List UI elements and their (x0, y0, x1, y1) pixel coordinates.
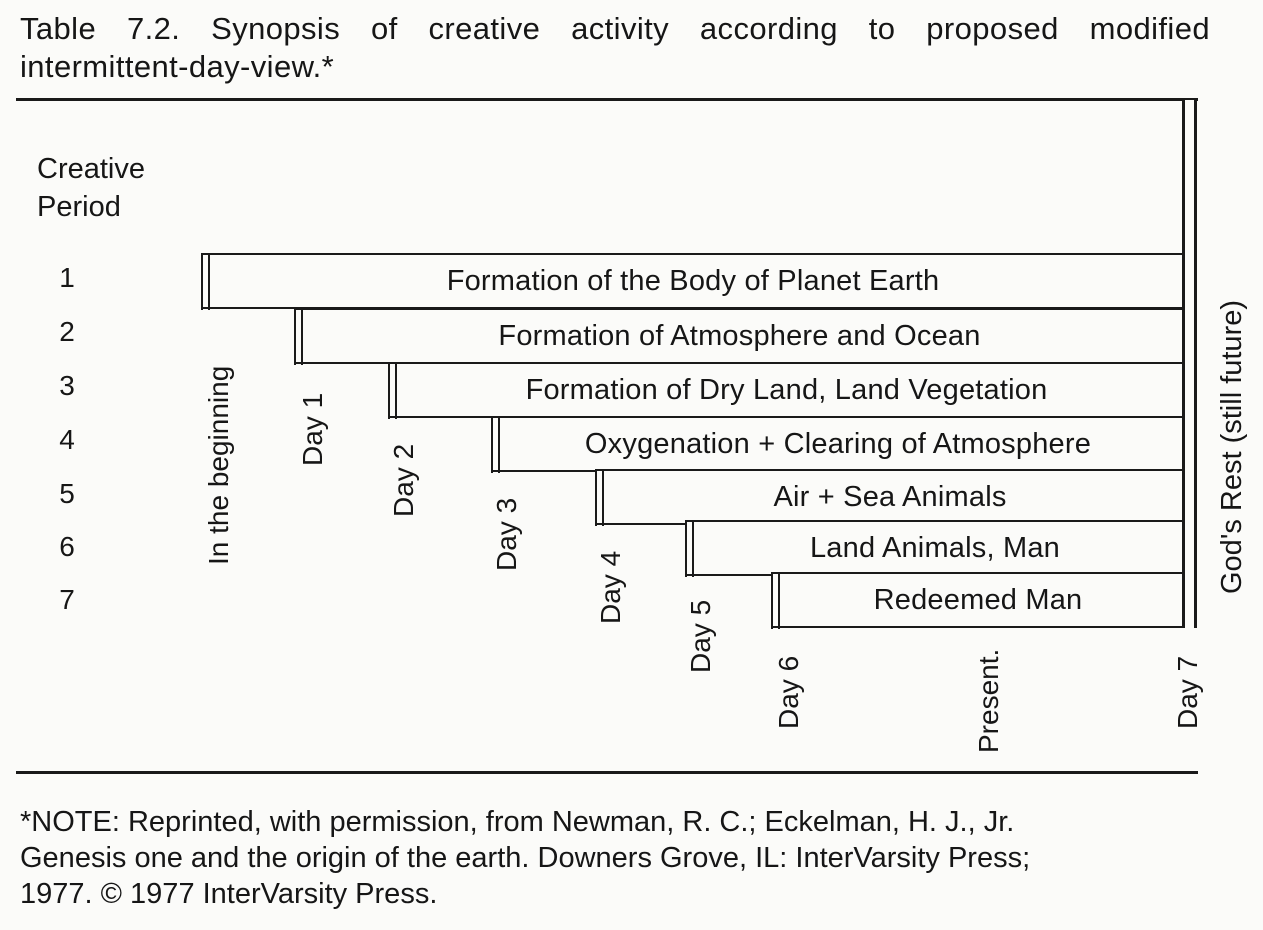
footnote (20, 804, 1200, 912)
period-number-6: 6 (59, 531, 75, 562)
period-heading-line-1: Creative (37, 153, 145, 185)
marker-day-5: Day 5 (685, 599, 716, 673)
footnote-line-3: 1977. © 1977 InterVarsity Press. (20, 878, 438, 910)
activity-bar-2 (295, 308, 1184, 364)
period-number-4: 4 (59, 424, 75, 455)
footnote-line-1: *NOTE: Reprinted, with permission, from Newman, R. C.; Eckelman, H. J., Jr. (20, 806, 1015, 838)
activity-label-4: Oxygenation + Clearing of Atmosphere (584, 427, 1092, 460)
activity-bar-1 (202, 253, 1184, 309)
creative-period-heading (37, 150, 145, 226)
activity-label-7: Redeemed Man (873, 583, 1083, 616)
marker-day-1: Day 1 (297, 392, 328, 466)
activity-bar-6 (686, 520, 1184, 576)
activity-label-6: Land Animals, Man (809, 531, 1061, 564)
activity-label-2: Formation of Atmosphere and Ocean (498, 319, 981, 352)
period-number-7: 7 (59, 584, 75, 615)
bottom-rule (16, 771, 1198, 774)
period-heading-line-2: Period (37, 191, 121, 223)
gods-rest-label: God's Rest (still future) (1216, 299, 1248, 594)
activity-bar-7 (772, 572, 1184, 628)
marker-day-6: Day 6 (773, 655, 804, 729)
activity-label-3: Formation of Dry Land, Land Vegetation (525, 373, 1048, 406)
marker-present: Present. (973, 648, 1004, 753)
activity-bar-3 (389, 362, 1184, 418)
marker-day-3: Day 3 (491, 497, 522, 571)
period-number-2: 2 (59, 316, 75, 347)
activity-bar-4 (492, 416, 1184, 472)
footnote-line-2: Genesis one and the origin of the earth. Downers Grove, IL: InterVarsity Press; (20, 842, 1031, 874)
marker-in-the-beginning: In the beginning (203, 365, 234, 565)
marker-day-2: Day 2 (388, 443, 419, 517)
day-7-end-bar (1182, 100, 1197, 628)
activity-label-1: Formation of the Body of Planet Earth (446, 264, 940, 297)
activity-bar-5 (596, 469, 1184, 525)
caption-line-1: Table 7.2. Synopsis of creative activity according to proposed modified (20, 11, 1210, 46)
period-number-3: 3 (59, 370, 75, 401)
period-number-1: 1 (59, 262, 75, 293)
table-caption (20, 10, 1210, 86)
top-rule (16, 98, 1198, 101)
marker-day-7: Day 7 (1172, 655, 1203, 729)
activity-label-5: Air + Sea Animals (773, 480, 1007, 513)
caption-line-2: intermittent-day-view.* (20, 49, 335, 84)
period-number-5: 5 (59, 478, 75, 509)
marker-day-4: Day 4 (595, 550, 626, 624)
